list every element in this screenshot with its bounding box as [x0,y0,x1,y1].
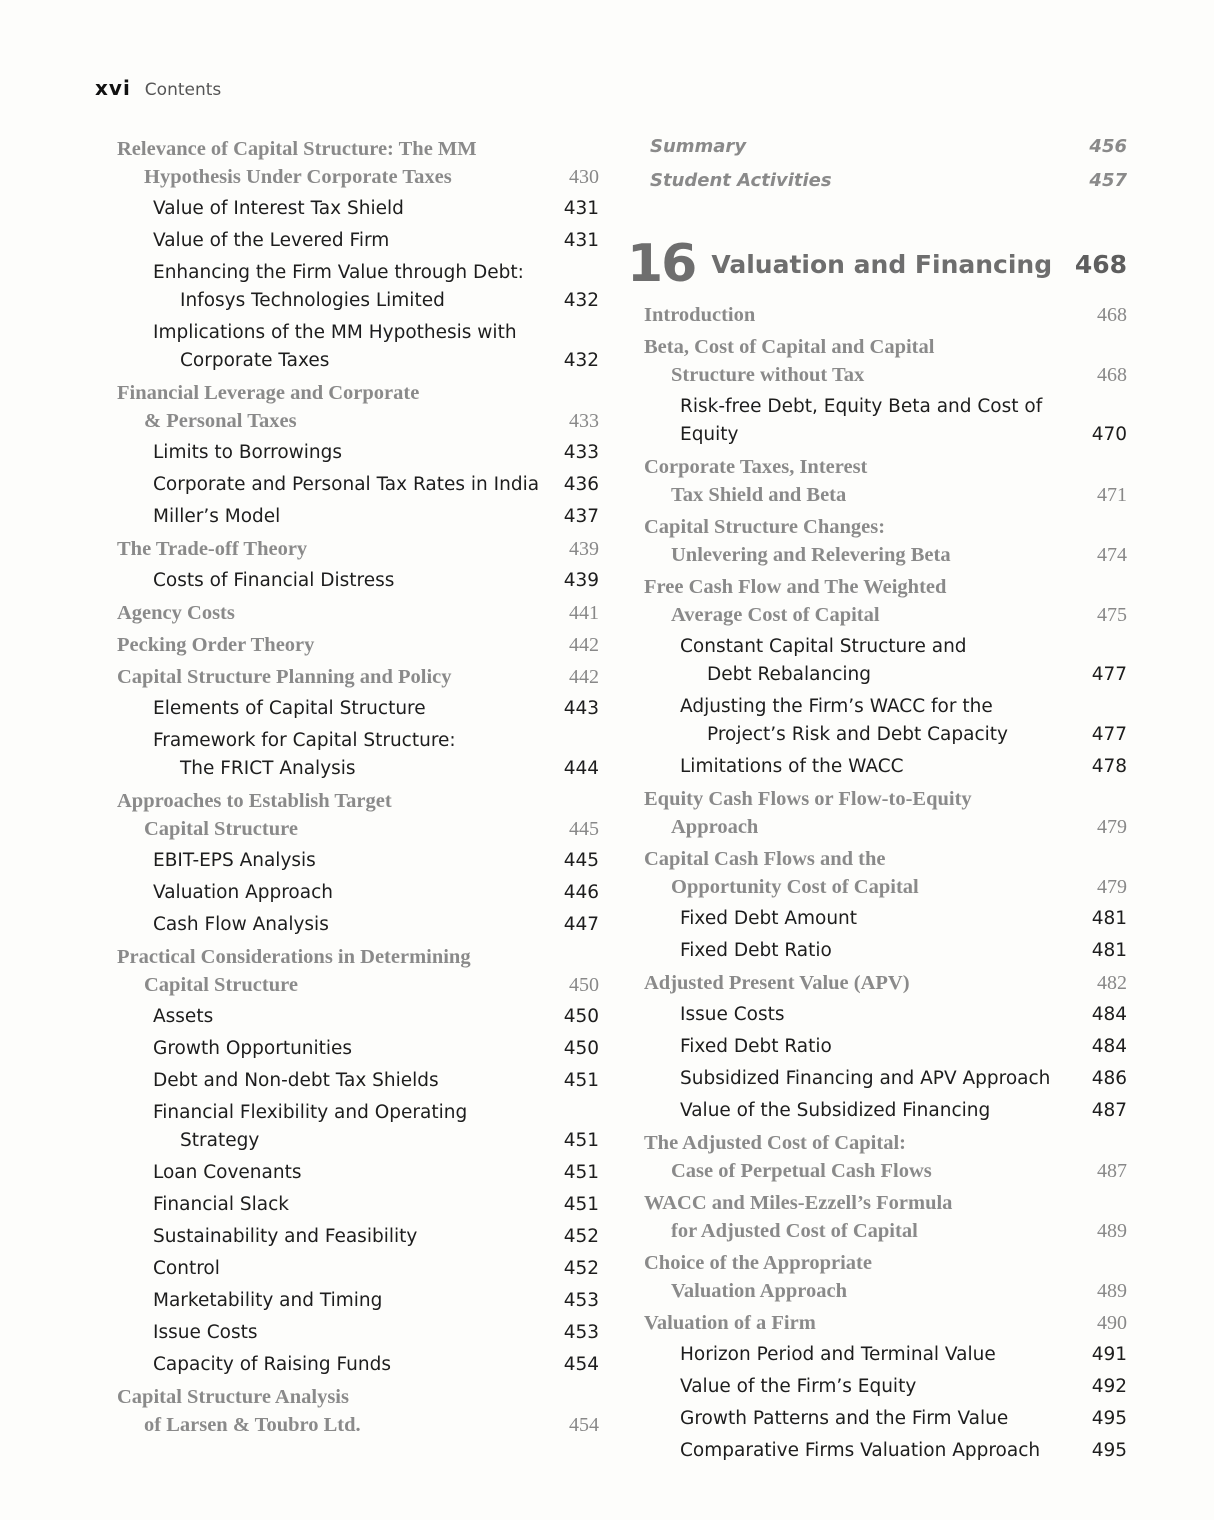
entry-title-line: Relevance of Capital Structure: The MM [117,138,477,160]
toc-section-entry[interactable] [117,787,599,843]
entry-title [680,1405,1083,1433]
entry-page-number: 446 [563,882,599,903]
entry-page-number: 479 [1097,816,1127,838]
entry-page-number: 451 [563,1130,599,1151]
toc-subsection-entry[interactable] [117,567,599,595]
entry-title-line: Structure without Tax [671,364,865,386]
toc-section-entry[interactable] [117,631,599,659]
entry-title [153,1351,555,1379]
entry-page-number: 430 [569,166,599,188]
entry-title-line: Control [153,1258,220,1279]
entry-title-line: Value of Interest Tax Shield [153,198,404,219]
entry-title-line: Corporate Taxes, Interest [644,456,868,478]
toc-subsection-entry[interactable] [117,1099,599,1155]
toc-section-entry[interactable] [117,1383,599,1439]
entry-page-number: 451 [563,1162,599,1183]
entry-page-number: 453 [563,1322,599,1343]
entry-title [680,1001,1083,1029]
entry-title [680,1097,1083,1125]
entry-title-line: Capital Structure [144,818,298,840]
entry-title-line: Marketability and Timing [153,1290,383,1311]
entry-page-number: 432 [563,290,599,311]
entry-title [644,845,1083,901]
entry-title [153,227,555,255]
entry-page-number: 491 [1091,1344,1127,1365]
entry-title-line: Financial Slack [153,1194,289,1215]
entry-page-number: 489 [1097,1220,1127,1242]
entry-title [644,513,1083,569]
entry-page-number: 450 [563,1006,599,1027]
entry-page-number: 484 [1091,1004,1127,1025]
toc-section-entry[interactable] [627,1309,1127,1337]
entry-title [117,631,555,659]
entry-title-line: Value of the Firm’s Equity [680,1376,917,1397]
entry-title-line: Opportunity Cost of Capital [671,876,919,898]
entry-page-number: 471 [1097,484,1127,506]
toc-section-entry[interactable] [627,301,1127,329]
entry-title-line: Value of the Levered Firm [153,230,390,251]
entry-page-number: 479 [1097,876,1127,898]
toc-right-column [627,133,1127,1469]
entry-title [153,1223,555,1251]
entry-page-number: 454 [569,1414,599,1436]
entry-page-number: 445 [563,850,599,871]
entry-title-line: Limits to Borrowings [153,442,343,463]
entry-title: Summary [650,136,747,157]
entry-title [117,135,555,191]
entry-title [644,1309,1083,1337]
toc-subsection-entry[interactable] [117,695,599,723]
toc-section-entry[interactable] [627,785,1127,841]
toc-endmatter-entry[interactable] [627,133,1127,161]
entry-title [680,753,1083,781]
toc-subsection-entry[interactable] [117,1067,599,1095]
toc-left-column [117,135,599,1443]
toc-subsection-entry[interactable] [117,1003,599,1031]
toc-endmatter-entry[interactable] [627,167,1127,195]
entry-title-line: Fixed Debt Ratio [680,940,832,961]
entry-page-number: 487 [1097,1160,1127,1182]
entry-title [644,1129,1083,1185]
entry-title [117,599,555,627]
entry-title-line: Approach [671,816,759,838]
chapter-number: 16 [627,234,696,294]
entry-title [153,1159,555,1187]
entry-title [680,633,1083,689]
entry-page-number: 484 [1091,1036,1127,1057]
toc-subsection-entry[interactable] [627,1373,1127,1401]
toc-section-entry[interactable] [117,663,599,691]
toc-subsection-entry[interactable] [627,905,1127,933]
entry-title [644,1189,1083,1245]
entry-title-line: Capital Cash Flows and the [644,848,886,870]
toc-subsection-entry[interactable] [627,937,1127,965]
entry-page-number: 486 [1091,1068,1127,1089]
entry-page-number: 431 [563,230,599,251]
entry-page-number: 470 [1091,424,1127,445]
entry-title-line: Capital Structure Analysis [117,1386,349,1408]
toc-subsection-entry[interactable] [117,1287,599,1315]
entry-title-line: Value of the Subsidized Financing [680,1100,991,1121]
toc-subsection-entry[interactable] [117,1223,599,1251]
entry-title-line: Fixed Debt Amount [680,908,858,929]
toc-subsection-entry[interactable] [627,693,1127,749]
entry-page-number: 441 [569,602,599,624]
entry-page-number: 444 [563,758,599,779]
toc-subsection-entry[interactable] [117,879,599,907]
entry-page-number: 492 [1091,1376,1127,1397]
page-number: xvi [95,76,131,100]
toc-section-entry[interactable] [627,845,1127,901]
entry-page-number: 489 [1097,1280,1127,1302]
entry-title [153,471,555,499]
entry-page-number: 443 [563,698,599,719]
entry-page-number: 445 [569,818,599,840]
entry-title-line: The FRICT Analysis [180,758,356,779]
toc-subsection-entry[interactable] [117,911,599,939]
entry-title-line: Costs of Financial Distress [153,570,395,591]
entry-title-line: of Larsen & Toubro Ltd. [144,1414,361,1436]
entry-page-number: 439 [563,570,599,591]
entry-title-line: Constant Capital Structure and [680,636,967,657]
toc-section-entry[interactable] [627,573,1127,629]
entry-title [644,333,1083,389]
toc-subsection-entry[interactable] [117,847,599,875]
entry-page-number: 431 [563,198,599,219]
entry-title-line: Enhancing the Firm Value through Debt: [153,262,524,283]
toc-section-entry[interactable] [117,535,599,563]
entry-page-number: 451 [563,1194,599,1215]
entry-title-line: Capital Structure [144,974,298,996]
entry-page-number: 468 [1097,364,1127,386]
entry-title-line: Issue Costs [153,1322,258,1343]
entry-page-number: 454 [563,1354,599,1375]
entry-title-line: Issue Costs [680,1004,785,1025]
entry-title [153,259,555,315]
entry-title-line: Horizon Period and Terminal Value [680,1344,996,1365]
entry-title-line: Loan Covenants [153,1162,302,1183]
entry-title [153,1319,555,1347]
entry-title [153,1191,555,1219]
toc-section-entry[interactable] [627,1129,1127,1185]
toc-subsection-entry[interactable] [627,1097,1127,1125]
entry-title [153,1067,555,1095]
entry-title-line: Cash Flow Analysis [153,914,329,935]
toc-section-entry[interactable] [117,943,599,999]
toc-subsection-entry[interactable] [627,1341,1127,1369]
entry-title-line: WACC and Miles-Ezzell’s Formula [644,1192,953,1214]
entry-title-line: Valuation Approach [153,882,333,903]
entry-title-line: Financial Leverage and Corporate [117,382,420,404]
entry-title [153,319,555,375]
entry-page-number: 433 [569,410,599,432]
entry-page-number: 495 [1091,1440,1127,1461]
entry-title-line: Capital Structure Planning and Policy [117,666,452,688]
entry-title-line: Fixed Debt Ratio [680,1036,832,1057]
entry-title [680,937,1083,965]
entry-title-line: Adjusted Present Value (APV) [644,972,910,994]
toc-subsection-entry[interactable] [117,471,599,499]
entry-title-line: Framework for Capital Structure: [153,730,456,751]
entry-title-line: Miller’s Model [153,506,281,527]
entry-title [153,1035,555,1063]
entry-title-line: Risk-free Debt, Equity Beta and Cost of Equity [680,396,1043,445]
toc-section-entry[interactable] [627,969,1127,997]
entry-title-line: Subsidized Financing and APV Approach [680,1068,1051,1089]
entry-title-line: Capacity of Raising Funds [153,1354,391,1375]
entry-title [117,1383,555,1439]
entry-page-number: 475 [1097,604,1127,626]
entry-page-number: 450 [563,1038,599,1059]
entry-page-number: 478 [1091,756,1127,777]
toc-subsection-entry[interactable] [627,1405,1127,1433]
toc-section-entry[interactable] [627,513,1127,569]
entry-title-line: Strategy [180,1130,260,1151]
entry-title-line: Agency Costs [117,602,235,624]
entry-title [153,695,555,723]
entry-title-line: Elements of Capital Structure [153,698,426,719]
toc-section-entry[interactable] [627,1249,1127,1305]
entry-title-line: Hypothesis Under Corporate Taxes [144,166,452,188]
toc-subsection-entry[interactable] [627,393,1127,449]
entry-title [153,1255,555,1283]
entry-title [680,1437,1083,1465]
entry-title [153,847,555,875]
entry-title [680,1373,1083,1401]
entry-title-line: Growth Patterns and the Firm Value [680,1408,1009,1429]
toc-subsection-entry[interactable] [117,1159,599,1187]
entry-page-number: 457 [1089,170,1127,191]
entry-page-number: 487 [1091,1100,1127,1121]
entry-title-line: Corporate and Personal Tax Rates in India [153,474,540,495]
entry-title [153,439,555,467]
entry-title-line: for Adjusted Cost of Capital [671,1220,918,1242]
entry-title-line: Practical Considerations in Determining [117,946,471,968]
entry-title [153,503,555,531]
entry-title-line: Sustainability and Feasibility [153,1226,418,1247]
entry-title [680,905,1083,933]
toc-subsection-entry[interactable] [117,727,599,783]
entry-title [153,195,555,223]
entry-page-number: 432 [563,350,599,371]
entry-title [117,663,555,691]
entry-page-number: 481 [1091,908,1127,929]
entry-title-line: Pecking Order Theory [117,634,315,656]
toc-subsection-entry[interactable] [117,1319,599,1347]
entry-page-number: 442 [569,634,599,656]
toc-subsection-entry[interactable] [117,439,599,467]
entry-title-line: Free Cash Flow and The Weighted [644,576,947,598]
entry-title [153,1003,555,1031]
entry-title [680,1065,1083,1093]
toc-subsection-entry[interactable] [627,1033,1127,1061]
toc-subsection-entry[interactable] [117,503,599,531]
toc-subsection-entry[interactable] [117,259,599,315]
entry-title [117,943,555,999]
toc-subsection-entry[interactable] [117,1035,599,1063]
entry-page-number: 456 [1089,136,1127,157]
entry-title-line: Approaches to Establish Target [117,790,392,812]
toc-section-entry[interactable] [627,333,1127,389]
entry-page-number: 437 [563,506,599,527]
entry-title [680,393,1083,449]
entry-title-line: Comparative Firms Valuation Approach [680,1440,1041,1461]
entry-page-number: 477 [1091,664,1127,685]
entry-title-line: Tax Shield and Beta [671,484,847,506]
entry-title-line: Case of Perpetual Cash Flows [671,1160,932,1182]
entry-title-line: Implications of the MM Hypothesis with [153,322,517,343]
entry-title [117,379,555,435]
entry-page-number: 450 [569,974,599,996]
entry-title-line: Equity Cash Flows or Flow-to-Equity [644,788,972,810]
entry-page-number: 468 [1097,304,1127,326]
entry-page-number: 474 [1097,544,1127,566]
entry-title [153,1099,555,1155]
entry-title-line: Project’s Risk and Debt Capacity [707,724,1008,745]
entry-page-number: 433 [563,442,599,463]
entry-title-line: & Personal Taxes [144,410,297,432]
toc-subsection-entry[interactable] [117,319,599,375]
entry-title [153,879,555,907]
toc-section-entry[interactable] [117,599,599,627]
toc-section-entry[interactable] [627,453,1127,509]
toc-subsection-entry[interactable] [117,1191,599,1219]
entry-page-number: 477 [1091,724,1127,745]
entry-title-line: Corporate Taxes [180,350,330,371]
entry-title-line: Unlevering and Relevering Beta [671,544,951,566]
running-head [95,76,221,100]
entry-title-line: The Trade-off Theory [117,538,308,560]
entry-title-line: Valuation of a Firm [644,1312,816,1334]
entry-page-number: 442 [569,666,599,688]
entry-title [153,567,555,595]
entry-title-line: Debt and Non-debt Tax Shields [153,1070,439,1091]
entry-title-line: Introduction [644,304,756,326]
toc-subsection-entry[interactable] [627,633,1127,689]
entry-page-number: 453 [563,1290,599,1311]
entry-title [117,535,555,563]
entry-page-number: 490 [1097,1312,1127,1334]
toc-subsection-entry[interactable] [627,753,1127,781]
entry-title-line: Average Cost of Capital [671,604,880,626]
toc-subsection-entry[interactable] [117,1255,599,1283]
entry-page-number: 447 [563,914,599,935]
entry-page-number: 452 [563,1226,599,1247]
chapter-heading[interactable] [627,235,1127,293]
entry-page-number: 439 [569,538,599,560]
toc-section-entry[interactable] [627,1189,1127,1245]
entry-title-line: Beta, Cost of Capital and Capital [644,336,935,358]
entry-title-line: Financial Flexibility and Operating [153,1102,468,1123]
entry-title [117,787,555,843]
entry-title-line: Infosys Technologies Limited [180,290,445,311]
toc-subsection-entry[interactable] [627,1065,1127,1093]
entry-title-line: The Adjusted Cost of Capital: [644,1132,906,1154]
entry-title [680,693,1083,749]
chapter-page: 468 [1074,249,1127,279]
entry-title: Student Activities [650,170,832,191]
entry-title-line: Capital Structure Changes: [644,516,886,538]
entry-title-line: Debt Rebalancing [707,664,871,685]
entry-title [644,301,1083,329]
entry-title-line: EBIT-EPS Analysis [153,850,316,871]
toc-subsection-entry[interactable] [627,1001,1127,1029]
toc-subsection-entry[interactable] [627,1437,1127,1465]
entry-page-number: 452 [563,1258,599,1279]
entry-title [644,573,1083,629]
toc-section-entry[interactable] [117,135,599,191]
entry-title [644,785,1083,841]
entry-title [680,1033,1083,1061]
entry-title-line: Valuation Approach [671,1280,848,1302]
toc-section-entry[interactable] [117,379,599,435]
entry-title-line: Growth Opportunities [153,1038,353,1059]
entry-title [153,727,555,783]
chapter-title: Valuation and Financing [711,249,1053,279]
entry-title-line: Assets [153,1006,214,1027]
entry-title [644,969,1083,997]
toc-subsection-entry[interactable] [117,1351,599,1379]
toc-subsection-entry[interactable] [117,195,599,223]
toc-subsection-entry[interactable] [117,227,599,255]
entry-title [644,453,1083,509]
entry-title-line: Limitations of the WACC [680,756,904,777]
entry-title [153,1287,555,1315]
entry-page-number: 481 [1091,940,1127,961]
entry-title-line: Choice of the Appropriate [644,1252,872,1274]
entry-title [153,911,555,939]
entry-page-number: 482 [1097,972,1127,994]
entry-title-line: Adjusting the Firm’s WACC for the [680,696,993,717]
running-title: Contents [144,80,222,100]
entry-page-number: 436 [563,474,599,495]
entry-title [680,1341,1083,1369]
entry-page-number: 495 [1091,1408,1127,1429]
entry-page-number: 451 [563,1070,599,1091]
entry-title [644,1249,1083,1305]
